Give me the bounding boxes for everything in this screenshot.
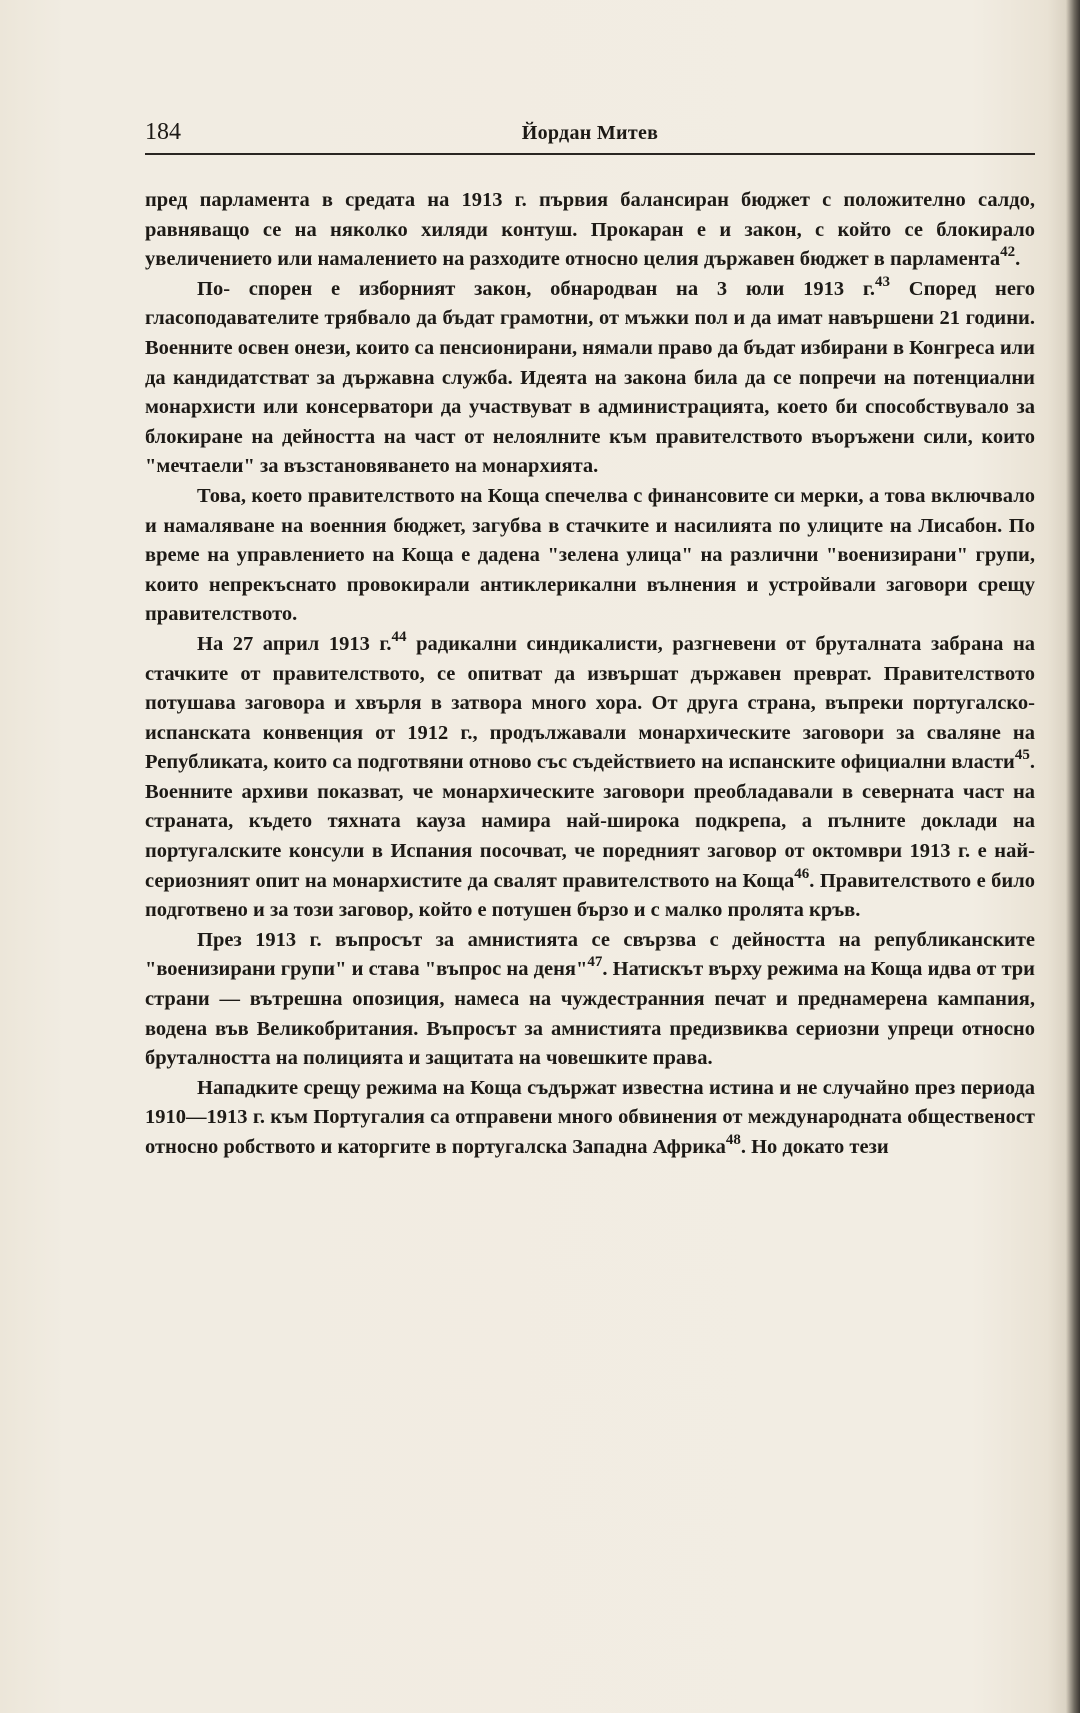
text-run: През 1913 г. въпросът за амнистията се свързва с дейността на републиканските "военизирани групи" и става "въпрос на деня"	[145, 928, 1035, 981]
text-run: . Правителството е било подготвено и за този заговор, който е потушен бързо и с малко пролята кръв.	[145, 869, 1035, 922]
text-run: Това, което правителството на Коща спечелва с финансовите си мерки, а това включвало и намаляване на военния бюджет, загубва в стачките и насилията по улиците на Лисабон. По време на управлението на Коща е дадена "зелена улица" на различни "военизирани" групи, които непрекъснато провокирали антиклерикални вълнения и устройвали заговори срещу правителството.	[145, 484, 1035, 626]
text-run: На 27 април 1913 г.	[197, 632, 392, 655]
text-run: пред парламента в средата на 1913 г. първия балансиран бюджет с положително салдо, равняващо се на няколко хиляди контуш. Прокаран е и закон, с който се блокирало увеличението или намалението на разходите относно целия държавен бюджет в парламента	[145, 189, 1035, 271]
paragraph	[145, 1074, 1035, 1163]
text-run: Нападките срещу режима на Коща съдържат известна истина и не случайно през периода 1910—1913 г. към Португалия са отправени много обвинения от международната общественост относно робството и каторгите в португалска Западна Африка	[145, 1076, 1035, 1158]
paragraph	[145, 630, 1035, 926]
page-number: 184	[145, 119, 181, 145]
footnote-marker: 45	[1014, 747, 1030, 764]
text-run: . Натискът върху режима на Коща идва от три страни — вътрешна опозиция, намеса на чуждестранния печат и преднамерена кампания, водена във Великобритания. Въпросът за амнистията предизвиква сериозни упреци относно бруталността на полицията и защитата на човешките права.	[145, 958, 1035, 1070]
text-run: .	[1015, 248, 1021, 271]
header-rule	[145, 153, 1035, 155]
footnote-marker: 48	[725, 1132, 741, 1148]
text-run: . Военните архиви показват, че монархическите заговори преобладавали в северната част на страната, където тяхната кауза намира най-широка подкрепа, а пълните доклади на португалските консули в Испания посочват, че поредният заговор от октомври 1913 г. е най-сериозният опит на монархистите да свалят правителството на Коща	[145, 751, 1035, 892]
footnote-marker: 42	[1000, 244, 1016, 261]
footnote-marker: 47	[587, 954, 603, 971]
paragraph	[145, 926, 1035, 1074]
text-run: По- спорен е изборният закон, обнародван на 3 юли 1913 г.	[197, 277, 876, 300]
page-edge-shadow	[1066, 0, 1080, 1713]
paragraph	[145, 482, 1035, 630]
text-run: . Но докато тези	[740, 1136, 889, 1158]
running-head: Йордан Митев	[521, 122, 659, 144]
text-run: Според него гласоподавателите трябвало да бъдат грамотни, от мъжки пол и да имат навършени 21 години. Военните освен онези, които са пенсионирани, нямали право да бъдат избирани в Конгреса или да кандидатстват за държавна служба. Идеята на закона била да се попречи на потенциални монархисти или консерватори да участвуват в администрацията, което би способствувало за блокиране на дейността на част от нелоялните към правителството въоръжени сили, които "мечтаели" за възстановяването на монархията.	[145, 277, 1035, 478]
page-header	[145, 117, 1035, 153]
paragraph	[145, 275, 1035, 482]
body-text	[145, 186, 1035, 1163]
paragraph	[145, 186, 1035, 275]
footnote-marker: 44	[391, 628, 407, 645]
text-run: радикални синдикалисти, разгневени от бруталната забрана на стачките от правителството, се опитват да извършат държавен преврат. Правителството потушава заговора и хвърля в затвора много хора. От друга страна, въпреки португалско-испанската конвенция от 1912 г., продължавали монархическите заговори за сваляне на Републиката, които са подготвяни отново със съдействието на испанските официални власти	[145, 632, 1036, 774]
footnote-marker: 46	[794, 865, 810, 882]
footnote-marker: 43	[875, 273, 891, 290]
